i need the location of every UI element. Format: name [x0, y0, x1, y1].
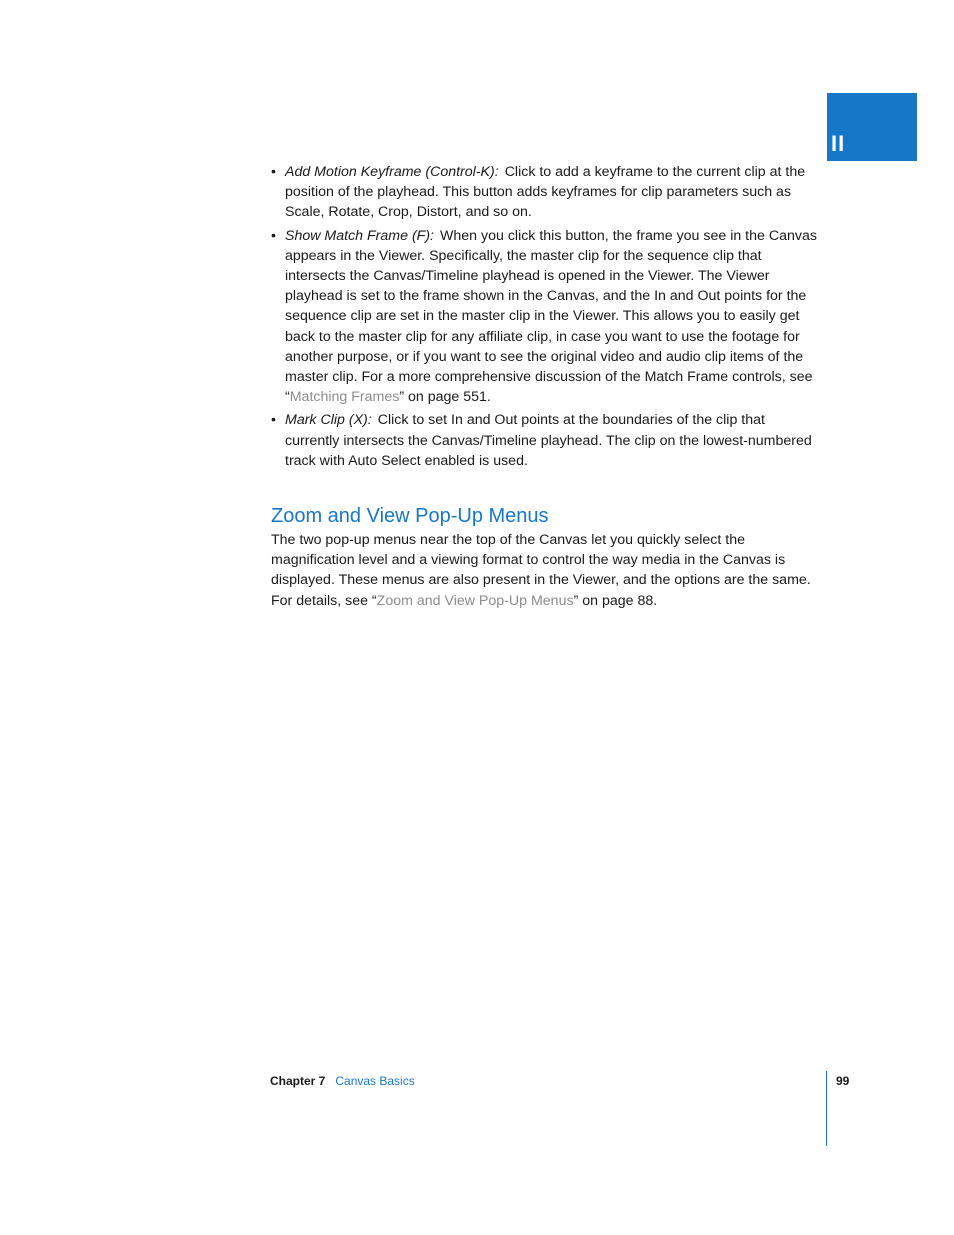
link-matching-frames[interactable]: Matching Frames: [289, 389, 400, 406]
part-tab: [827, 93, 917, 161]
page-reference: ” on page 551.: [399, 389, 491, 406]
description-add-motion-keyframe: Click to add a keyframe to the current clip at the position of the playhead. This button adds keyframes for clip parameters such as Scale, Rotate, Crop, Distort, and so on.: [285, 164, 806, 221]
list-item-mark-clip: [271, 410, 823, 471]
description-mark-clip: Click to set In and Out points at the boundaries of the clip that currently intersects the Canvas/Timeline playhead. The clip on the lowest-numbered track with Auto Select enabled is used.: [285, 412, 812, 469]
term-mark-clip: Mark Clip (X):: [285, 412, 372, 429]
description-show-match-frame: When you click this button, the frame you see in the Canvas appears in the Viewer. Specifically, the master clip for the sequence clip that intersects the Canvas/Timeline playhead is opened in the Viewer. The Viewer playhead is set to the frame shown in the Canvas, and the In and Out points for the sequence clip are set in the master clip in the Viewer. This allows you to easily get back to the master clip for any affiliate clip, in case you want to use the footage for another purpose, or if you want to see the original video and audio clip items of the master clip. For a more comprehensive discussion of the Match Frame controls, see “: [285, 227, 817, 406]
term-show-match-frame: Show Match Frame (F):: [285, 227, 434, 244]
section-page-reference: ” on page 88.: [573, 592, 658, 609]
list-item-add-motion-keyframe: [271, 162, 823, 223]
footer-divider: [826, 1071, 827, 1146]
page-number: 99: [836, 1074, 850, 1088]
page-footer: [270, 1073, 415, 1089]
bullet-icon: •: [271, 227, 276, 244]
link-zoom-and-view-menus[interactable]: Zoom and View Pop-Up Menus: [376, 592, 574, 609]
list-item-show-match-frame: [271, 226, 823, 408]
bullet-icon: •: [271, 164, 276, 180]
part-tab-label: II: [831, 131, 846, 156]
bullet-icon: •: [271, 412, 276, 429]
section-body: [271, 530, 823, 611]
chapter-label: Chapter 7: [270, 1074, 326, 1088]
section-body-text: The two pop-up menus near the top of the Canvas let you quickly select the magnification level and a viewing format to control the way media in the Canvas is displayed. These menus are also present in the Viewer, and the options are the same. For details, see “: [271, 532, 811, 609]
section-heading: Zoom and View Pop-Up Menus: [271, 505, 549, 528]
main-content: [271, 162, 823, 611]
button-descriptions-list: [271, 162, 823, 471]
chapter-title: Canvas Basics: [335, 1074, 415, 1088]
term-add-motion-keyframe: Add Motion Keyframe (Control-K):: [285, 164, 499, 180]
